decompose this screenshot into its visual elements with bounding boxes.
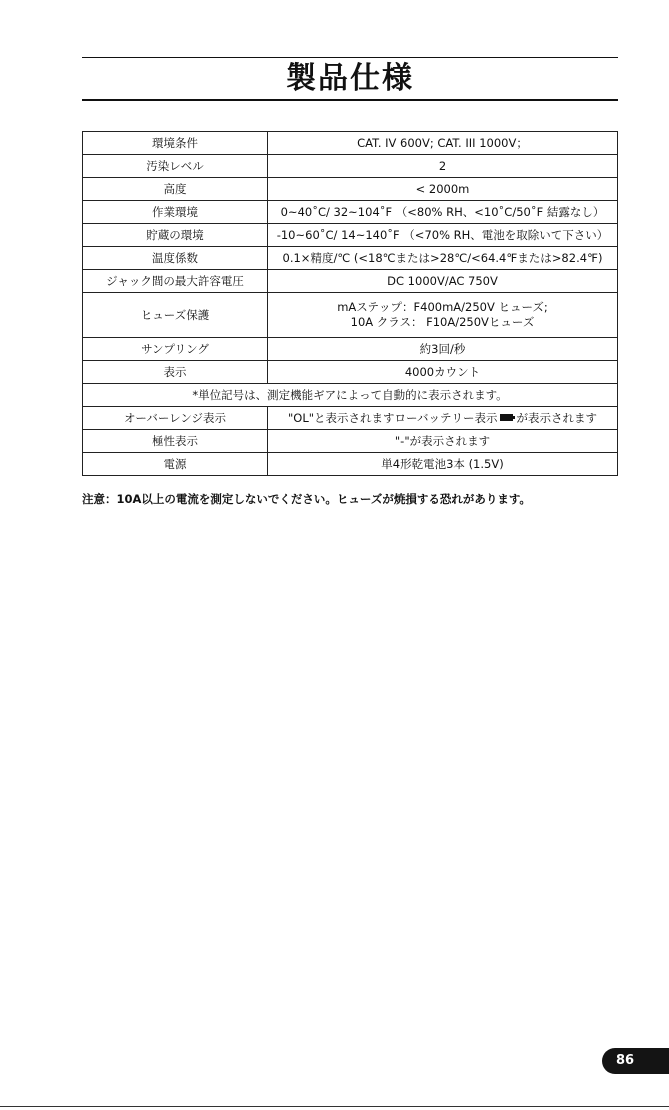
spec-value: DC 1000V/AC 750V: [268, 270, 618, 293]
spec-value: [268, 293, 618, 338]
spec-label: オーバーレンジ表示: [83, 407, 268, 430]
spec-label: 表示: [83, 361, 268, 384]
table-row: [83, 384, 618, 407]
warning-note: 注意：10A以上の電流を測定しないでください。ヒューズが焼損する恐れがあります。: [82, 492, 531, 506]
table-row: [83, 247, 618, 270]
table-row: [83, 155, 618, 178]
table-row: [83, 338, 618, 361]
title-rule-top: [82, 57, 618, 58]
table-row: [83, 201, 618, 224]
spec-value: 2: [268, 155, 618, 178]
spec-value: 単4形乾電池3本 (1.5V): [268, 453, 618, 476]
spec-label: ジャック間の最大許容電圧: [83, 270, 268, 293]
spec-value: [268, 407, 618, 430]
battery-icon: [500, 414, 513, 421]
table-row: [83, 361, 618, 384]
page-number: 86: [616, 1053, 635, 1068]
spec-label: 貯蔵の環境: [83, 224, 268, 247]
table-row: [83, 270, 618, 293]
spec-label: 作業環境: [83, 201, 268, 224]
spec-value: 0~40˚C/ 32~104˚F （<80% RH、<10˚C/50˚F 結露なし）: [268, 201, 618, 224]
spec-value-line: mAステップ：F400mA/250V ヒューズ;: [337, 300, 548, 314]
table-row: [83, 224, 618, 247]
spec-label: サンプリング: [83, 338, 268, 361]
spec-value: -10~60˚C/ 14~140˚F （<70% RH、電池を取除いて下さい）: [268, 224, 618, 247]
spec-label: 汚染レベル: [83, 155, 268, 178]
spec-value: "-"が表示されます: [268, 430, 618, 453]
spec-value-text: が表示されます: [516, 410, 597, 425]
title-rule-bottom: [82, 99, 618, 101]
table-row: [83, 430, 618, 453]
spec-value-text: "OL"と表示されますローバッテリー表示: [288, 410, 498, 425]
spec-label: 環境条件: [83, 132, 268, 155]
spec-value: < 2000m: [268, 178, 618, 201]
spec-value: 0.1×精度/℃ (<18℃または>28℃/<64.4℉または>82.4℉): [268, 247, 618, 270]
unit-note: *単位記号は、測定機能ギアによって自動的に表示されます。: [83, 384, 618, 407]
spec-value: 4000カウント: [268, 361, 618, 384]
page-title: 製品仕様: [286, 61, 414, 96]
spec-label: 極性表示: [83, 430, 268, 453]
table-row: [83, 453, 618, 476]
spec-label: 温度係数: [83, 247, 268, 270]
spec-label: 高度: [83, 178, 268, 201]
table-row: [83, 178, 618, 201]
spec-value-line: 10A クラス： F10A/250Vヒューズ: [350, 315, 535, 329]
spec-value: CAT. IV 600V; CAT. III 1000V；: [268, 132, 618, 155]
table-row: [83, 407, 618, 430]
title-block: [82, 57, 618, 101]
spec-label: 電源: [83, 453, 268, 476]
bottom-rule: [0, 1106, 669, 1107]
spec-label: ヒューズ保護: [83, 293, 268, 338]
table-row: [83, 293, 618, 338]
spec-table: [82, 131, 618, 476]
page-number-tab: [602, 1048, 669, 1074]
spec-value: 約3回/秒: [268, 338, 618, 361]
table-row: [83, 132, 618, 155]
